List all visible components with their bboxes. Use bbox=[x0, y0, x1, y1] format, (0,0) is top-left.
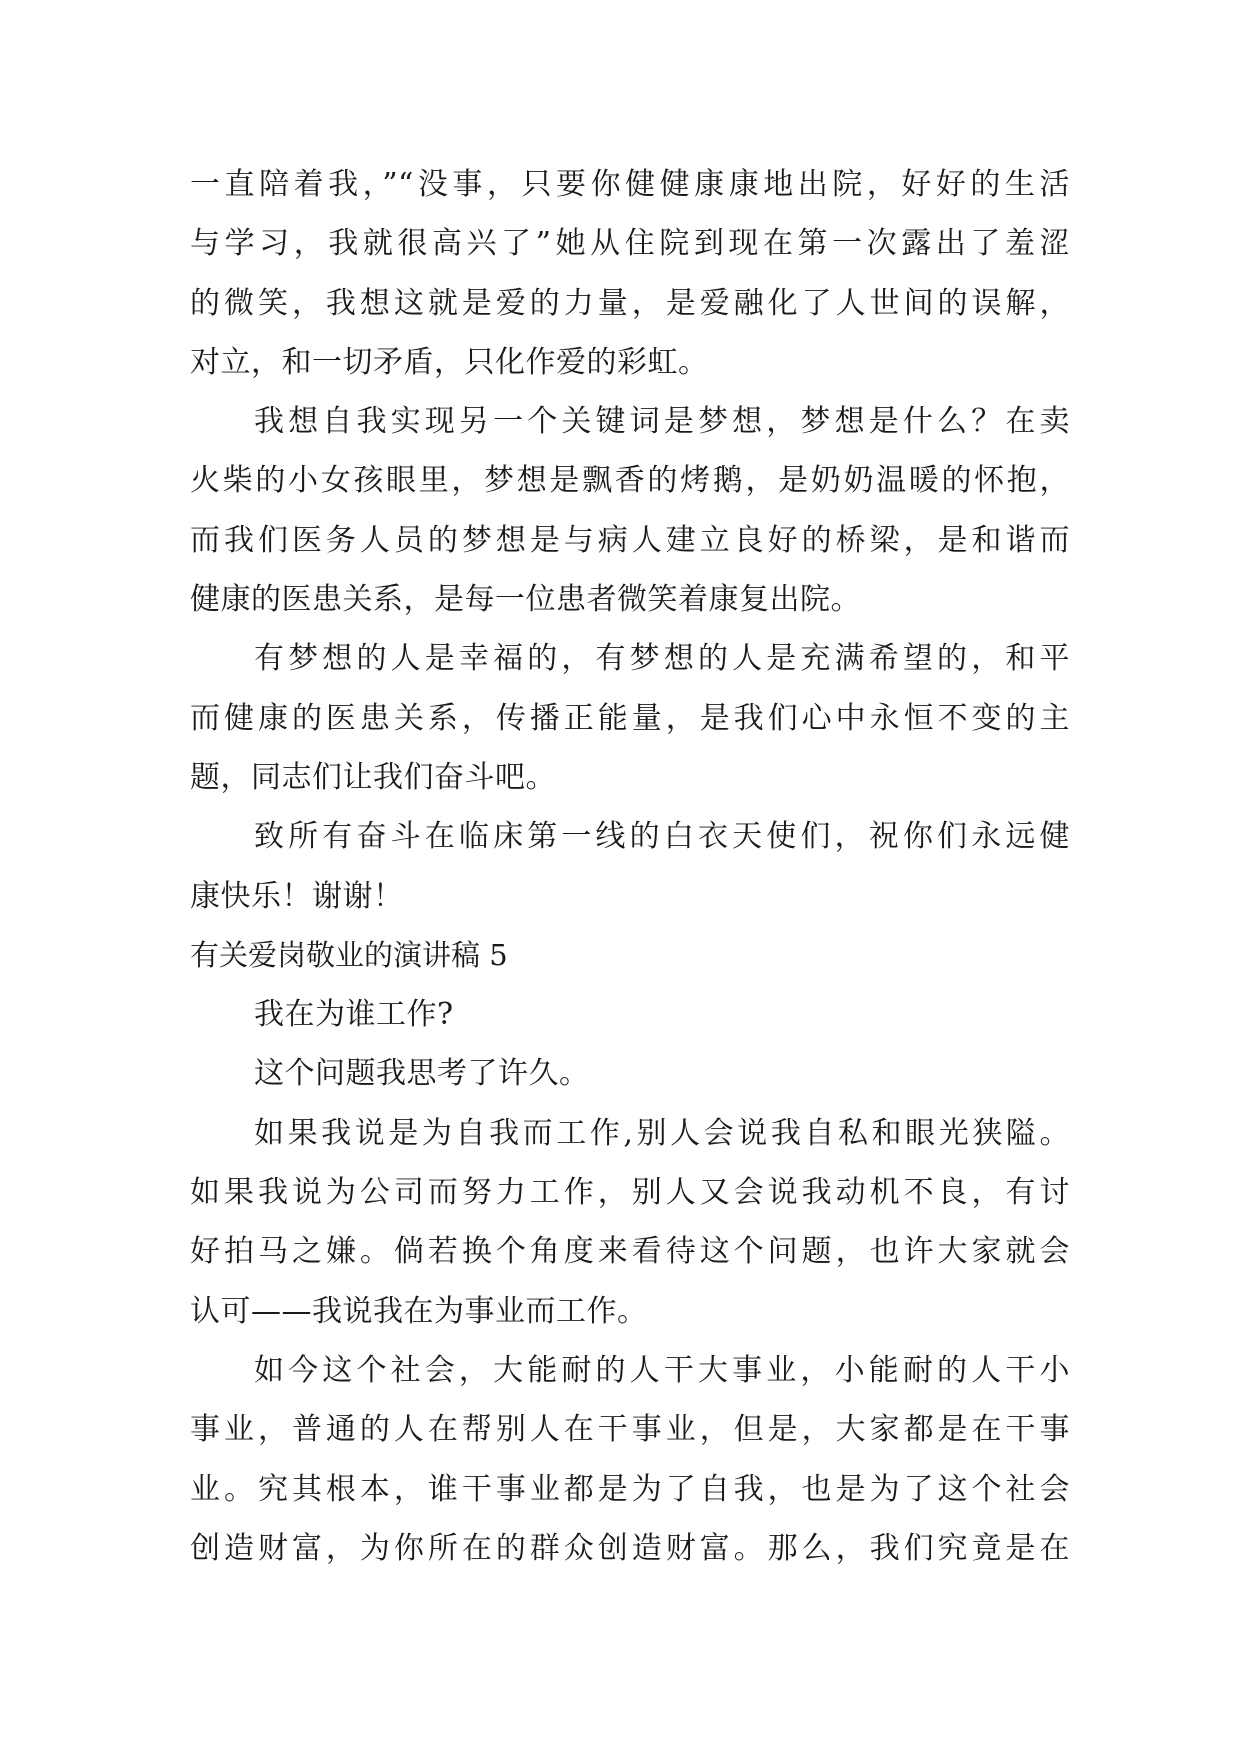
text-line: 而我们医务人员的梦想是与病人建立良好的桥梁，是和谐而 bbox=[190, 522, 1070, 558]
text-line: 业。究其根本，谁干事业都是为了自我，也是为了这个社会 bbox=[190, 1471, 1070, 1507]
text-line: 我想自我实现另一个关键词是梦想，梦想是什么？在卖 bbox=[254, 404, 1070, 440]
text-line: 一直陪着我，”“没事，只要你健健康康地出院，好好的生活 bbox=[190, 167, 1070, 202]
text-line: 康快乐！谢谢！ bbox=[190, 878, 404, 914]
text-line: 如今这个社会，大能耐的人干大事业，小能耐的人干小 bbox=[254, 1352, 1070, 1388]
text-line: 事业，普通的人在帮别人在干事业，但是，大家都是在干事 bbox=[190, 1412, 1070, 1448]
section-heading: 有关爱岗敬业的演讲稿 5 bbox=[190, 937, 508, 972]
document-body bbox=[190, 155, 1070, 1578]
text-line: 火柴的小女孩眼里，梦想是飘香的烤鹅，是奶奶温暖的怀抱， bbox=[190, 463, 1070, 499]
text-line: 与学习，我就很高兴了”她从住院到现在第一次露出了羞涩 bbox=[190, 226, 1070, 262]
text-line: 如果我说是为自我而工作,别人会说我自私和眼光狭隘。 bbox=[254, 1115, 1070, 1151]
text-line: 的微笑，我想这就是爱的力量，是爱融化了人世间的误解， bbox=[190, 285, 1070, 321]
text-line: 创造财富，为你所在的群众创造财富。那么，我们究竟是在 bbox=[190, 1530, 1070, 1566]
text-line: 我在为谁工作? bbox=[254, 997, 454, 1033]
text-line: 而健康的医患关系，传播正能量，是我们心中永恒不变的主 bbox=[190, 700, 1070, 736]
text-line: 有梦想的人是幸福的，有梦想的人是充满希望的，和平 bbox=[254, 641, 1070, 677]
text-line: 如果我说为公司而努力工作，别人又会说我动机不良，有讨 bbox=[190, 1175, 1070, 1211]
text-line: 健康的医患关系，是每一位患者微笑着康复出院。 bbox=[190, 582, 861, 618]
text-line: 对立，和一切矛盾，只化作爱的彩虹。 bbox=[190, 344, 709, 380]
text-line: 认可——我说我在为事业而工作。 bbox=[190, 1293, 648, 1329]
text-line: 这个问题我思考了许久。 bbox=[254, 1056, 590, 1092]
text-line: 好拍马之嫌。倘若换个角度来看待这个问题，也许大家就会 bbox=[190, 1234, 1070, 1270]
text-line: 致所有奋斗在临床第一线的白衣天使们，祝你们永远健 bbox=[254, 819, 1070, 855]
text-line: 题，同志们让我们奋斗吧。 bbox=[190, 759, 556, 795]
